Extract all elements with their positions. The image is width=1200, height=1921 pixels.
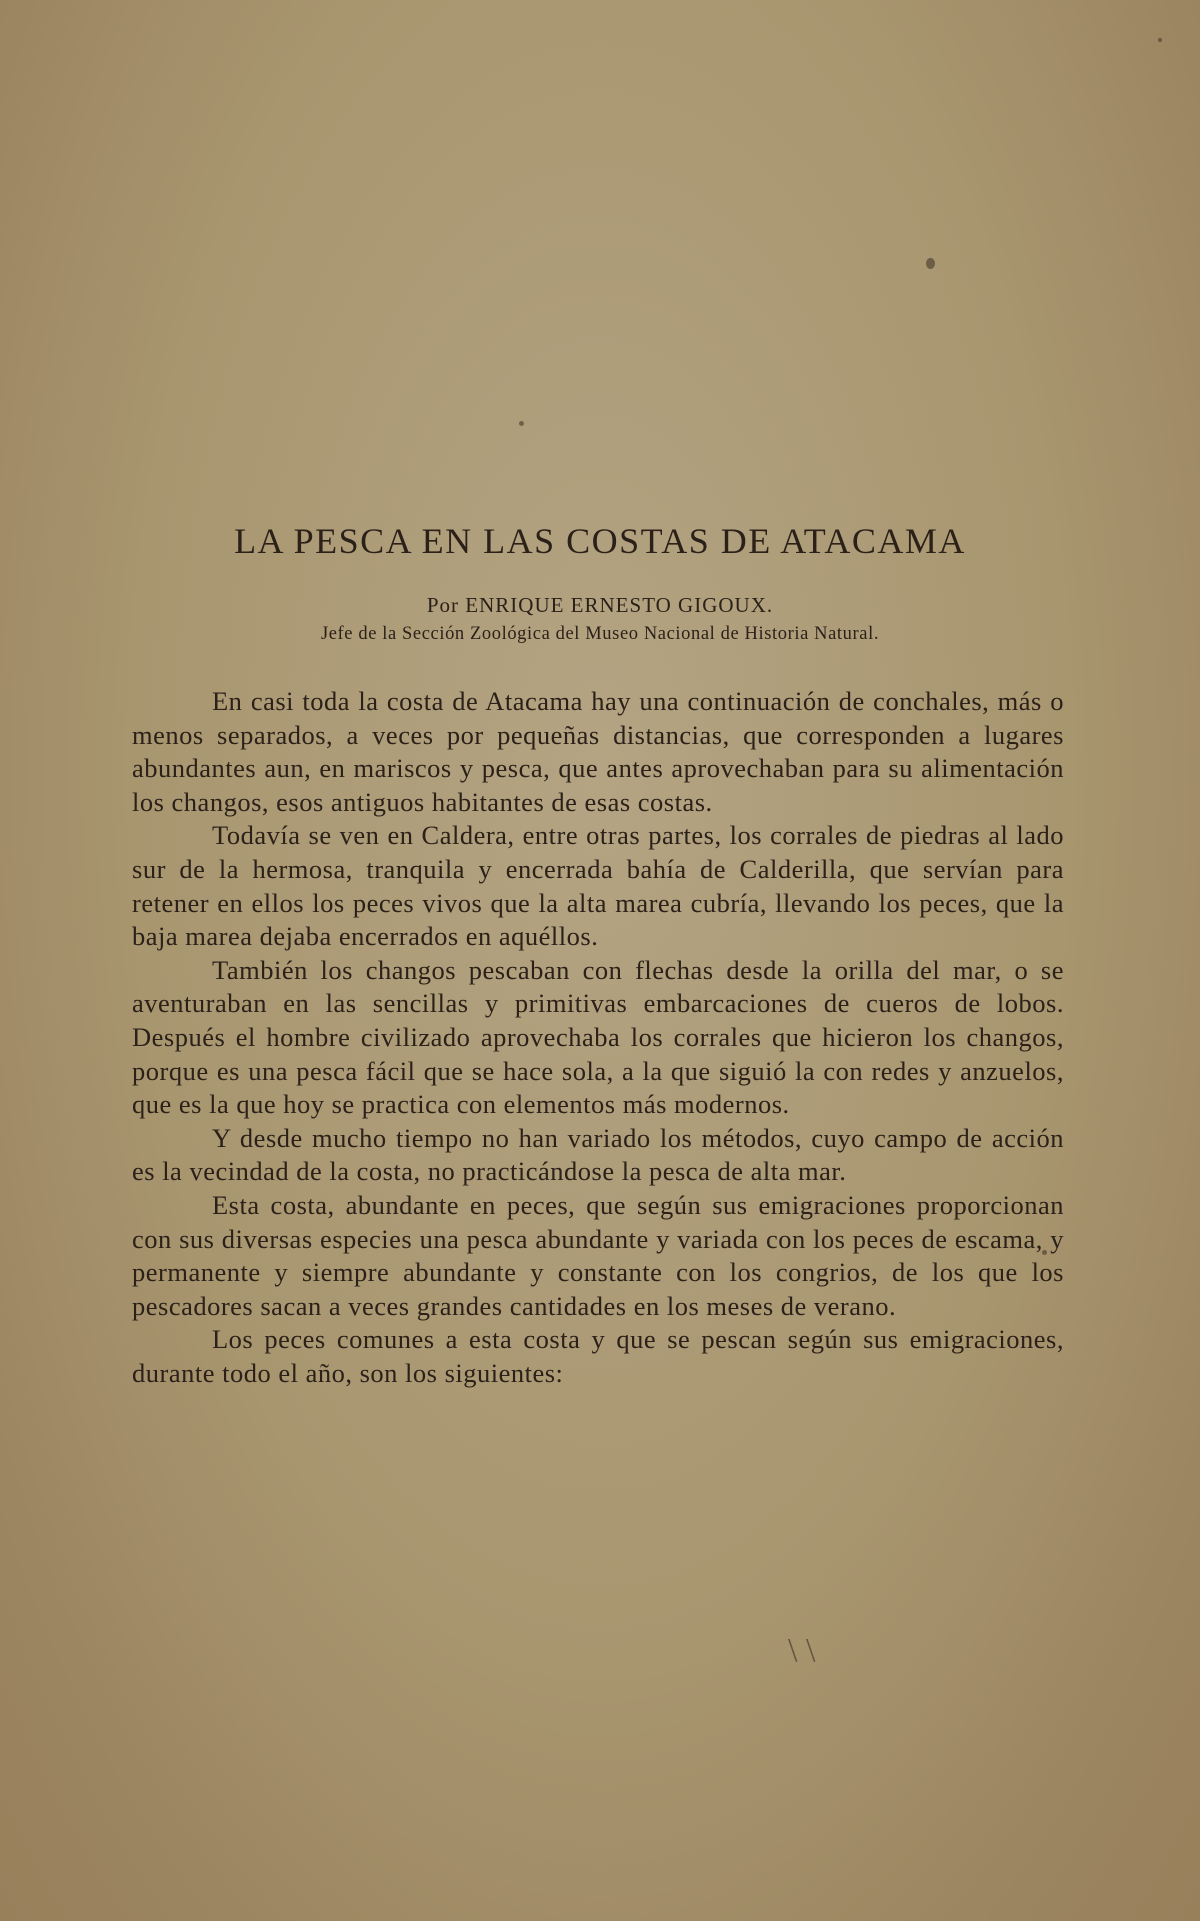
author-byline: Por ENRIQUE ERNESTO GIGOUX. bbox=[426, 593, 774, 617]
author-affiliation: Jefe de la Sección Zoológica del Museo Nacional de Historia Natural. bbox=[320, 624, 880, 644]
paragraph: Esta costa, abundante en peces, que según sus emigraciones proporcionan con sus diversas especies una pesca abundante y variada con los peces de escama, y permanente y siempre abundante y constante con los congrios, de los que los pescadores sacan a veces grandes cantidades en los meses de verano. bbox=[132, 1189, 1064, 1321]
pencil-mark: \ \ bbox=[788, 1632, 816, 1669]
paper-speck bbox=[519, 421, 524, 426]
paragraph: En casi toda la costa de Atacama hay una continuación de conchales, más o menos separados, a veces por pequeñas distancias, que corresponden a lugares abundantes aun, en mariscos y pesca, que antes aprovechaban para su alimentación los changos, esos antiguos habitantes de esas costas. bbox=[132, 686, 1064, 817]
article-body bbox=[132, 685, 1064, 1390]
paper-speck bbox=[1158, 38, 1162, 42]
paragraph: Todavía se ven en Caldera, entre otras partes, los corrales de piedras al lado sur de la hermosa, tranquila y encerrada bahía de Calderilla, que servían para retener en ellos los peces vivos que la alta marea cubría, llevando los peces, que la baja marea dejaba encerrados en aquéllos. bbox=[132, 820, 1064, 952]
paragraph: También los changos pescaban con flechas desde la orilla del mar, o se aventuraban en las sencillas y primitivas embarcaciones de cueros de lobos. Después el hombre civilizado aprovechaba los corrales que hicieron los changos, porque es una pesca fácil que se hace sola, a la que siguió la con redes y anzuelos, que es la que hoy se practica con elementos más modernos. bbox=[132, 954, 1064, 1120]
article-title: LA PESCA EN LAS COSTAS DE ATACAMA bbox=[234, 521, 966, 561]
paper-speck bbox=[926, 258, 935, 269]
paragraph: Y desde mucho tiempo no han variado los métodos, cuyo campo de acción es la vecindad de la costa, no practicándose la pesca de alta mar. bbox=[132, 1122, 1064, 1187]
paragraph: Los peces comunes a esta costa y que se pescan según sus emigraciones, durante todo el año, son los siguientes: bbox=[132, 1324, 1064, 1388]
